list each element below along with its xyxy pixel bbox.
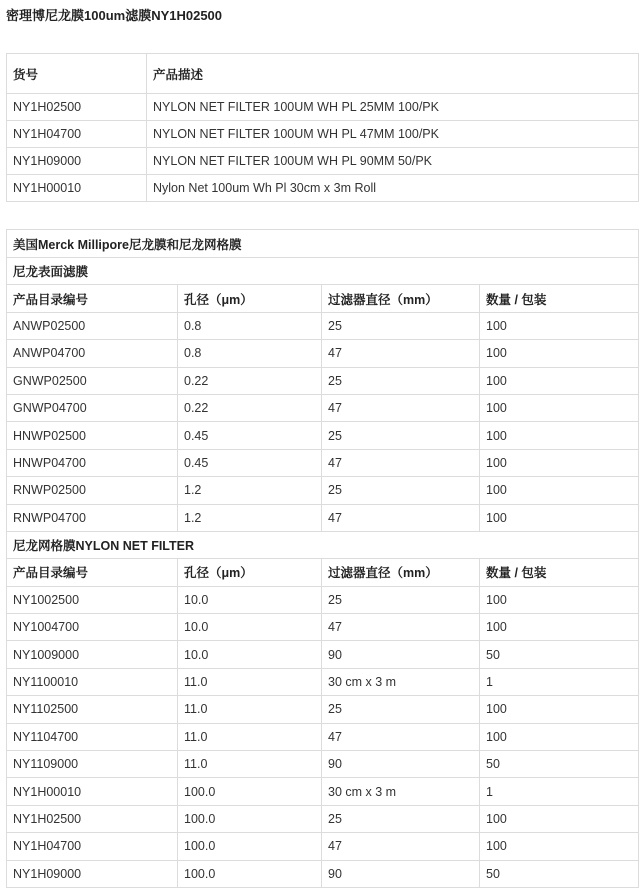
quantity-cell: 100 (480, 833, 639, 860)
nylon-membrane-table (6, 229, 639, 888)
quantity-cell: 100 (480, 586, 639, 613)
catalog-number-cell: NY1H02500 (7, 805, 178, 832)
pore-size-cell: 11.0 (178, 751, 322, 778)
catalog-number-cell: NY1109000 (7, 751, 178, 778)
catalog-number-cell: NY1102500 (7, 696, 178, 723)
catalog-number-cell: NY1H09000 (7, 860, 178, 887)
pore-size-cell: 100.0 (178, 860, 322, 887)
table-row (7, 121, 639, 148)
quantity-cell: 1 (480, 778, 639, 805)
catalog-number-cell: RNWP02500 (7, 477, 178, 504)
table-row (7, 340, 639, 367)
product-description-table-body (7, 54, 639, 202)
description-cell: NYLON NET FILTER 100UM WH PL 90MM 50/PK (147, 148, 639, 175)
diameter-cell: 25 (322, 586, 480, 613)
product-description-table (6, 53, 639, 202)
pore-size-cell: 10.0 (178, 586, 322, 613)
table-row (7, 668, 639, 695)
description-cell: NYLON NET FILTER 100UM WH PL 25MM 100/PK (147, 94, 639, 121)
column-header: 数量 / 包装 (480, 559, 639, 586)
quantity-cell: 100 (480, 477, 639, 504)
description-cell: Nylon Net 100um Wh Pl 30cm x 3m Roll (147, 175, 639, 202)
quantity-cell: 100 (480, 312, 639, 339)
diameter-cell: 90 (322, 860, 480, 887)
quantity-cell: 50 (480, 751, 639, 778)
diameter-cell: 25 (322, 422, 480, 449)
diameter-cell: 90 (322, 751, 480, 778)
column-header: 过滤器直径（mm） (322, 559, 480, 586)
table-row (7, 586, 639, 613)
table-header-row (7, 54, 639, 94)
section-title-row (7, 531, 639, 558)
section-title-row (7, 258, 639, 285)
section-title: 尼龙网格膜NYLON NET FILTER (7, 531, 639, 558)
diameter-cell: 25 (322, 477, 480, 504)
pore-size-cell: 0.45 (178, 422, 322, 449)
table-row (7, 614, 639, 641)
quantity-cell: 100 (480, 394, 639, 421)
diameter-cell: 25 (322, 696, 480, 723)
table-row (7, 504, 639, 531)
catalog-number-cell: RNWP04700 (7, 504, 178, 531)
diameter-cell: 30 cm x 3 m (322, 778, 480, 805)
quantity-cell: 100 (480, 449, 639, 476)
table-row (7, 94, 639, 121)
column-header: 产品描述 (147, 54, 639, 94)
table-row (7, 449, 639, 476)
table-row (7, 477, 639, 504)
diameter-cell: 90 (322, 641, 480, 668)
catalog-number-cell: GNWP02500 (7, 367, 178, 394)
diameter-cell: 47 (322, 723, 480, 750)
description-cell: NYLON NET FILTER 100UM WH PL 47MM 100/PK (147, 121, 639, 148)
diameter-cell: 25 (322, 805, 480, 832)
catalog-number-cell: HNWP04700 (7, 449, 178, 476)
table-row (7, 833, 639, 860)
diameter-cell: 47 (322, 449, 480, 476)
pore-size-cell: 10.0 (178, 641, 322, 668)
pore-size-cell: 100.0 (178, 778, 322, 805)
nylon-membrane-table-body (7, 230, 639, 888)
page-title: 密理博尼龙膜100um滤膜NY1H02500 (6, 8, 223, 23)
table-title: 美国Merck Millipore尼龙膜和尼龙网格膜 (7, 230, 639, 258)
diameter-cell: 47 (322, 394, 480, 421)
diameter-cell: 25 (322, 312, 480, 339)
catalog-number-cell: ANWP02500 (7, 312, 178, 339)
pore-size-cell: 11.0 (178, 696, 322, 723)
quantity-cell: 100 (480, 805, 639, 832)
column-header: 产品目录编号 (7, 559, 178, 586)
catalog-number-cell: NY1100010 (7, 668, 178, 695)
table-row (7, 778, 639, 805)
catalog-number-cell: NY1004700 (7, 614, 178, 641)
table-row (7, 641, 639, 668)
quantity-cell: 1 (480, 668, 639, 695)
column-header: 产品目录编号 (7, 285, 178, 312)
pore-size-cell: 10.0 (178, 614, 322, 641)
quantity-cell: 100 (480, 367, 639, 394)
diameter-cell: 47 (322, 504, 480, 531)
pore-size-cell: 0.8 (178, 312, 322, 339)
pore-size-cell: 11.0 (178, 668, 322, 695)
quantity-cell: 100 (480, 696, 639, 723)
sku-cell: NY1H00010 (7, 175, 147, 202)
table-row (7, 696, 639, 723)
catalog-number-cell: NY1104700 (7, 723, 178, 750)
quantity-cell: 100 (480, 614, 639, 641)
pore-size-cell: 100.0 (178, 805, 322, 832)
quantity-cell: 50 (480, 860, 639, 887)
table-row (7, 751, 639, 778)
table-row (7, 175, 639, 202)
sku-cell: NY1H04700 (7, 121, 147, 148)
pore-size-cell: 1.2 (178, 504, 322, 531)
table-title-row (7, 230, 639, 258)
table-row (7, 394, 639, 421)
quantity-cell: 100 (480, 340, 639, 367)
column-header: 货号 (7, 54, 147, 94)
catalog-number-cell: NY1H00010 (7, 778, 178, 805)
pore-size-cell: 0.45 (178, 449, 322, 476)
catalog-number-cell: NY1009000 (7, 641, 178, 668)
pore-size-cell: 100.0 (178, 833, 322, 860)
table-row (7, 148, 639, 175)
pore-size-cell: 0.22 (178, 367, 322, 394)
sku-cell: NY1H09000 (7, 148, 147, 175)
pore-size-cell: 1.2 (178, 477, 322, 504)
quantity-cell: 50 (480, 641, 639, 668)
table-row (7, 367, 639, 394)
column-header: 孔径（μm） (178, 559, 322, 586)
catalog-number-cell: NY1H04700 (7, 833, 178, 860)
table-header-row (7, 559, 639, 586)
table-row (7, 422, 639, 449)
column-header: 数量 / 包装 (480, 285, 639, 312)
table-row (7, 723, 639, 750)
diameter-cell: 30 cm x 3 m (322, 668, 480, 695)
column-header: 过滤器直径（mm） (322, 285, 480, 312)
catalog-number-cell: GNWP04700 (7, 394, 178, 421)
table-header-row (7, 285, 639, 312)
diameter-cell: 47 (322, 340, 480, 367)
quantity-cell: 100 (480, 422, 639, 449)
diameter-cell: 47 (322, 833, 480, 860)
catalog-number-cell: NY1002500 (7, 586, 178, 613)
quantity-cell: 100 (480, 504, 639, 531)
quantity-cell: 100 (480, 723, 639, 750)
catalog-number-cell: HNWP02500 (7, 422, 178, 449)
pore-size-cell: 0.22 (178, 394, 322, 421)
column-header: 孔径（μm） (178, 285, 322, 312)
sku-cell: NY1H02500 (7, 94, 147, 121)
diameter-cell: 25 (322, 367, 480, 394)
table-row (7, 860, 639, 887)
pore-size-cell: 11.0 (178, 723, 322, 750)
table-row (7, 312, 639, 339)
section-title: 尼龙表面滤膜 (7, 258, 639, 285)
diameter-cell: 47 (322, 614, 480, 641)
table-row (7, 805, 639, 832)
catalog-number-cell: ANWP04700 (7, 340, 178, 367)
pore-size-cell: 0.8 (178, 340, 322, 367)
